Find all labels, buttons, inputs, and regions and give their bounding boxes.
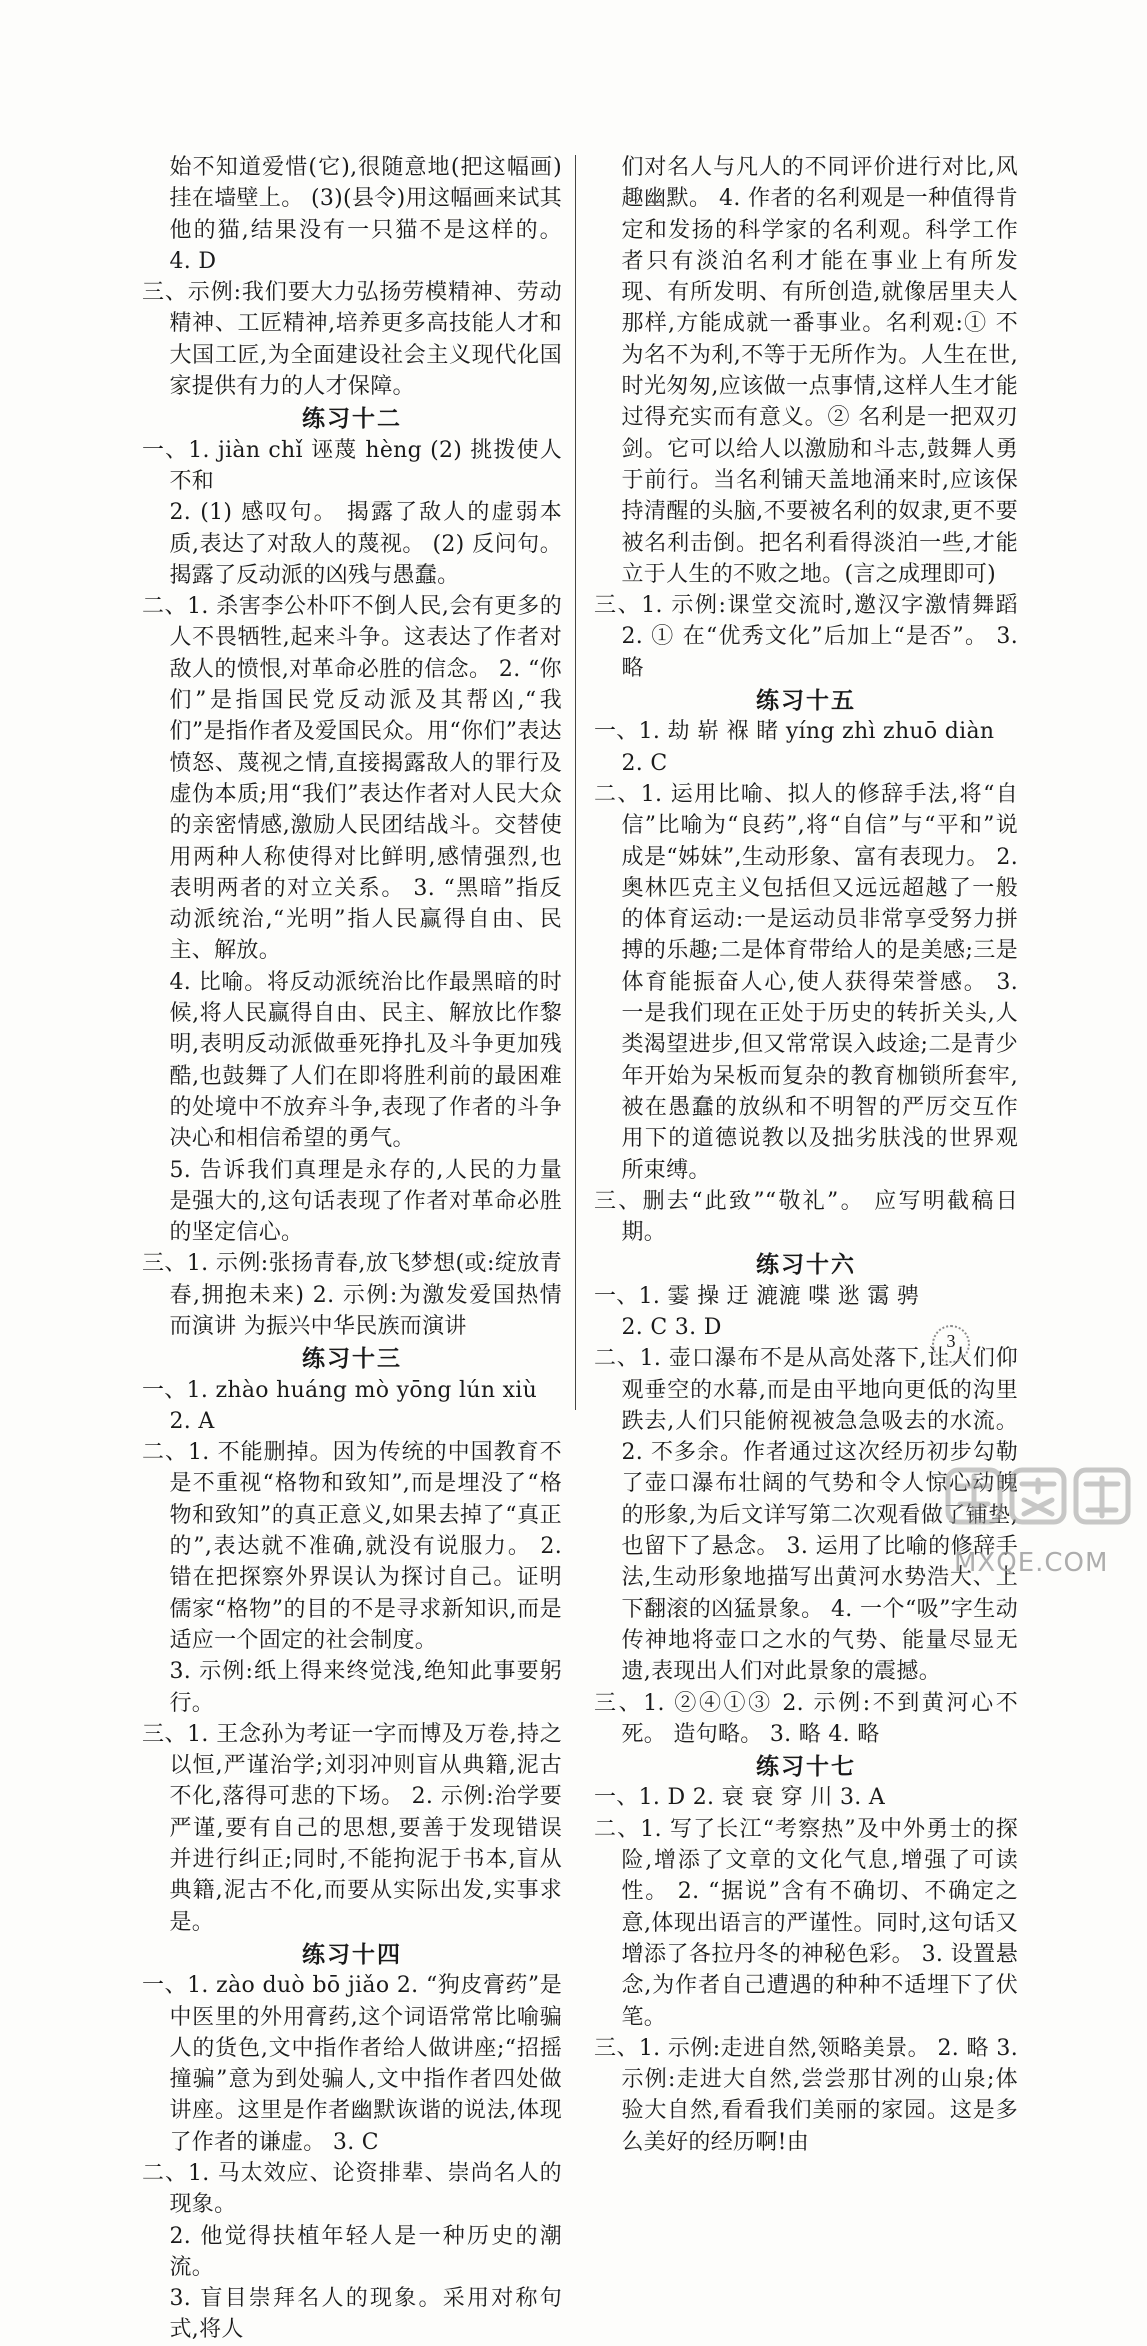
answer-paragraph: 三、1. 示例:课堂交流时,邀汉字激情舞蹈 2. ① 在“优秀文化”后加上“是否”。 3. 略 bbox=[594, 593, 1018, 681]
section-heading: 练习十二 bbox=[302, 405, 402, 433]
answer-paragraph: 二、1. 马太效应、论资排辈、崇尚名人的现象。 bbox=[142, 2161, 562, 2218]
section-heading: 练习十六 bbox=[756, 1251, 856, 1279]
watermark-text: MXQE.COM bbox=[954, 1548, 1109, 1578]
answer-paragraph: 二、1. 写了长江“考察热”及中外勇士的探险,增添了文章的文化气息,增强了可读性。 2. “据说”含有不确切、不确定之意,体现出语言的严谨性。同时,这句话又增添了各拉丹冬的神秘色彩。 3. 设置悬念,为作者自己遭遇的种种不适埋下了伏笔。 bbox=[594, 1816, 1018, 2030]
answer-paragraph: 2. C 3. D bbox=[621, 1314, 722, 1340]
answer-paragraph: 始不知道爱惜(它),很随意地(把这幅画)挂在墙壁上。 (3)(县令)用这幅画来试其他的猫,结果没有一只猫不是这样的。 4. D bbox=[169, 155, 562, 274]
answer-paragraph: 2. (1) 感叹句。 揭露了敌人的虚弱本质,表达了对敌人的蔑视。 (2) 反问句。 揭露了反动派的凶残与愚蠢。 bbox=[169, 500, 562, 588]
answer-paragraph: 2. C bbox=[621, 750, 668, 776]
answer-paragraph: 三、1. ②④①③ 2. 示例:不到黄河心不死。 造句略。 3. 略 4. 略 bbox=[594, 1690, 1018, 1747]
answer-paragraph: 二、1. 运用比喻、拟人的修辞手法,将“自信”比喻为“良药”,将“自信”与“平和”说成是“姊妹”,生动形象、富有表现力。 2. 奥林匹克主义包括但又远远超越了一般的体育运动:一是运动员非常享受努力拼搏的乐趣;二是体育带给人的是美感;三是体育能振奋人心,使人获得荣誉感。 3. 一是我们现在正处于历史的转折关头,人类渴望进步,但又常常误入歧途;二是青少年开始为呆板而复杂的教育枷锁所套牢,被在愚蠢的放纵和不明智的严厉交互作用下的道德说教以及拙劣肤浅的世界观所束缚。 bbox=[594, 781, 1018, 1183]
answer-paragraph: 一、1. jiàn chǐ 诬蔑 hèng (2) 挑拨使人不和 bbox=[142, 437, 562, 494]
answer-paragraph: 一、1. 霎 操 迂 漉漉 喋 逖 霭 骋 bbox=[594, 1283, 920, 1309]
answer-paragraph: 三、1. 王念孙为考证一字而博及万卷,持之以恒,严谨治学;刘羽冲则盲从典籍,泥古不化,落得可悲的下场。 2. 示例:治学要严谨,要有自己的思想,要善于发现错误并进行纠正;同时,不能拘泥于书本,盲从典籍,泥古不化,而要从实际出发,实事求是。 bbox=[142, 1721, 562, 1935]
page-number: 3 bbox=[946, 1331, 956, 1351]
answer-paragraph: 三、示例:我们要大力弘扬劳模精神、劳动精神、工匠精神,培养更多高技能人才和大国工匠,为全面建设社会主义现代化国家提供有力的人才保障。 bbox=[142, 280, 562, 400]
answer-paragraph: 2. A bbox=[169, 1408, 215, 1434]
section-heading: 练习十七 bbox=[756, 1753, 856, 1781]
answer-paragraph: 2. 他觉得扶植年轻人是一种历史的潮流。 bbox=[169, 2223, 562, 2280]
answer-paragraph: 三、1. 示例:张扬青春,放飞梦想(或:绽放青春,拥抱未来) 2. 示例:为激发爱国热情而演讲 为振兴中华民族而演讲 bbox=[142, 1251, 562, 1339]
answer-paragraph: 一、1. D 2. 衰 衰 穿 川 3. A bbox=[594, 1785, 886, 1811]
section-heading: 练习十四 bbox=[302, 1940, 402, 1968]
answer-paragraph: 一、1. zhào huáng mò yōng lún xiù bbox=[142, 1377, 538, 1403]
section-heading: 练习十三 bbox=[302, 1345, 402, 1373]
answer-paragraph: 4. 比喻。将反动派统治比作最黑暗的时候,将人民赢得自由、民主、解放比作黎明,表明反动派做垂死挣扎及斗争更加残酷,也鼓舞了人们在即将胜利前的最困难的处境中不放弃斗争,表现了作者的斗争决心和相信希望的勇气。 bbox=[169, 969, 562, 1152]
left-column bbox=[142, 152, 562, 2346]
answer-paragraph: 一、1. zào duò bō jiǎo 2. “狗皮膏药”是中医里的外用膏药,这个词语常常比喻骗人的货色,文中指作者给人做讲座;“招摇撞骗”意为到处骗人,文中指作者四处做讲座。这里是作者幽默诙谐的说法,体现了作者的谦虚。 3. C bbox=[142, 1973, 562, 2155]
answer-paragraph: 二、1. 壶口瀑布不是从高处落下,让人们仰观垂空的水幕,而是由平地向更低的沟里跌去,人们只能俯视被急急吸去的水流。 2. 不多余。作者通过这次经历初步勾勒了壶口瀑布壮阔的气势和令人惊心动魄的形象,为后文详写第二次观看做了铺垫,也留下了悬念。 3. 运用了比喻的修辞手法,生动形象地描写出黄河水势浩大、上下翻滚的凶猛景象。 4. 一个“吸”字生动传神地将壶口之水的气势、能量尽显无遗,表现出人们对此景象的震撼。 bbox=[594, 1346, 1018, 1685]
page-number-badge bbox=[932, 1325, 970, 1363]
answer-paragraph: 们对名人与凡人的不同评价进行对比,风趣幽默。 4. 作者的名利观是一种值得肯定和发扬的科学家的名利观。科学工作者只有淡泊名利才能在事业上有所发现、有所发明、有所创造,就像居里夫人那样,方能成就一番事业。名利观:① 不为名不为利,不等于无所作为。人生在世,时光匆匆,应该做一点事情,这样人生才能过得充实而有意义。② 名利是一把双刃剑。它可以给人以激励和斗志,鼓舞人勇于前行。当名利铺天盖地涌来时,应该保持清醒的头脑,不要被名利的奴隶,更不要被名利击倒。把名利看得淡泊一些,才能立于人生的不败之地。(言之成理即可) bbox=[621, 155, 1018, 587]
answer-paragraph: 3. 盲目崇拜名人的现象。采用对称句式,将人 bbox=[169, 2286, 562, 2343]
right-column bbox=[594, 152, 1018, 2158]
answer-paragraph: 三、1. 示例:走进自然,领略美景。 2. 略 3. 示例:走进大自然,尝尝那甘冽的山泉;体验大自然,看看我们美丽的家园。这是多么美好的经历啊!由 bbox=[594, 2035, 1018, 2155]
answer-paragraph: 三、删去“此致”“敬礼”。 应写明截稿日期。 bbox=[594, 1188, 1018, 1246]
answer-paragraph: 二、1. 杀害李公朴吓不倒人民,会有更多的人不畏牺牲,起来斗争。这表达了作者对敌人的愤恨,对革命必胜的信念。 2. “你们”是指国民党反动派及其帮凶,“我们”是指作者及爱国民众。用“你们”表达愤怒、蔑视之情,直接揭露敌人的罪行及虚伪本质;用“我们”表达作者对人民大众的亲密情感,激励人民团结战斗。交替使用两种人称使得对比鲜明,感情强烈,也表明两者的对立关系。 3. “黑暗”指反动派统治,“光明”指人民赢得自由、民主、解放。 bbox=[142, 594, 562, 964]
answer-paragraph: 3. 示例:纸上得来终觉浅,绝知此事要躬行。 bbox=[169, 1659, 562, 1716]
column-divider bbox=[575, 155, 576, 1410]
section-heading: 练习十五 bbox=[756, 687, 856, 715]
answer-paragraph: 一、1. 劫 崭 褓 睹 yíng zhì zhuō diàn bbox=[594, 719, 995, 745]
answer-paragraph: 二、1. 不能删掉。因为传统的中国教育不是不重视“格物和致知”,而是埋没了“格物和致知”的真正意义,如果去掉了“真正的”,表达就不准确,就没有说服力。 2. 错在把探察外界误认为探讨自己。证明儒家“格物”的目的不是寻求新知识,而是适应一个固定的社会制度。 bbox=[142, 1440, 562, 1653]
answer-paragraph: 5. 告诉我们真理是永存的,人民的力量是强大的,这句话表现了作者对革命必胜的坚定信心。 bbox=[169, 1157, 562, 1246]
